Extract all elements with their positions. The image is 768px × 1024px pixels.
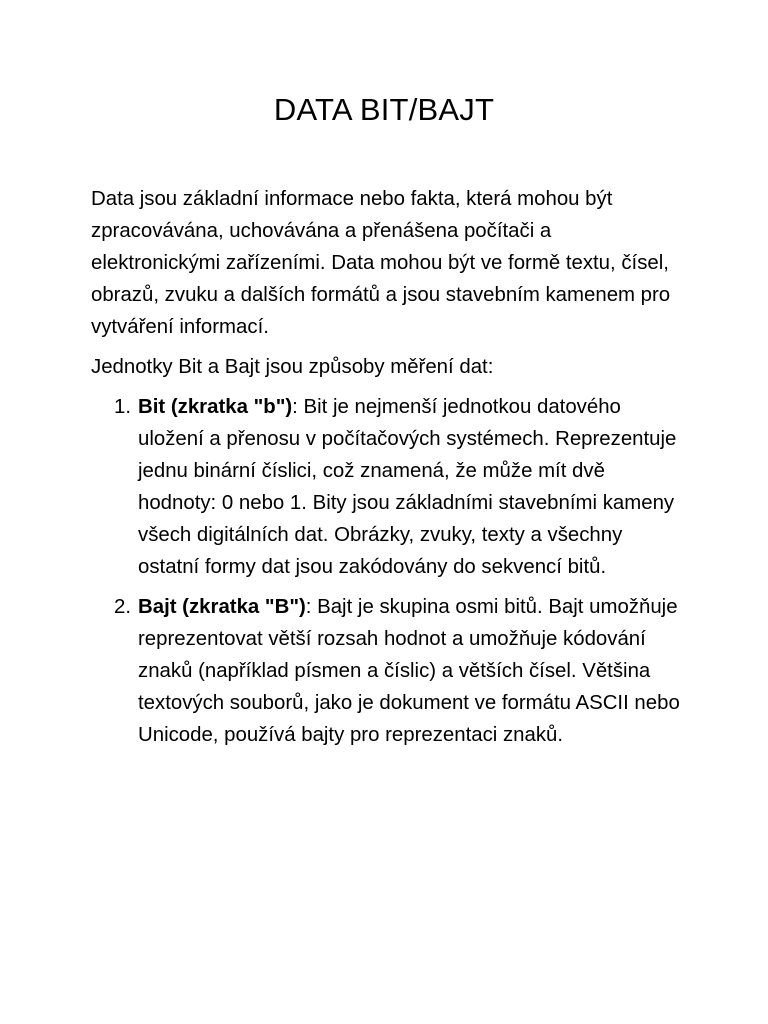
term-bajt: Bajt (zkratka "B")	[138, 596, 306, 618]
intro-paragraph: Data jsou základní informace nebo fakta, která mohou být zpracovávána, uchovávána a přenášena počítači a elektronickými zařízeními. Data mohou být ve formě textu, čísel, obrazů, zvuku a dalších formátů a jsou stavebním kamenem pro vytváření informací.	[91, 188, 671, 338]
list-item-bit	[91, 391, 681, 583]
units-list	[91, 391, 681, 751]
document-body	[91, 183, 681, 759]
list-item-bajt	[91, 591, 681, 751]
term-bit: Bit (zkratka "b")	[138, 396, 293, 418]
document-title: DATA BIT/BAJT	[273, 92, 495, 127]
definition-bajt: : Bajt je skupina osmi bitů. Bajt umožňuje reprezentovat větší rozsah hodnot a umožňuje kódování znaků (například písmen a číslic) a větších čísel. Většina textových souborů, jako je dokument ve formátu ASCII nebo Unicode, používá bajty pro reprezentaci znaků.	[138, 596, 680, 746]
definition-bit: : Bit je nejmenší jednotkou datového uložení a přenosu v počítačových systémech. Reprezentuje jednu binární číslici, což znamená, že může mít dvě hodnoty: 0 nebo 1. Bity jsou základními stavebními kameny všech digitálních dat. Obrázky, zvuky, texty a všechny ostatní formy dat jsou zakódovány do sekvencí bitů.	[138, 396, 677, 578]
units-paragraph: Jednotky Bit a Bajt jsou způsoby měření dat:	[91, 356, 494, 378]
list-number: 2.	[114, 596, 132, 618]
list-number: 1.	[114, 396, 132, 418]
